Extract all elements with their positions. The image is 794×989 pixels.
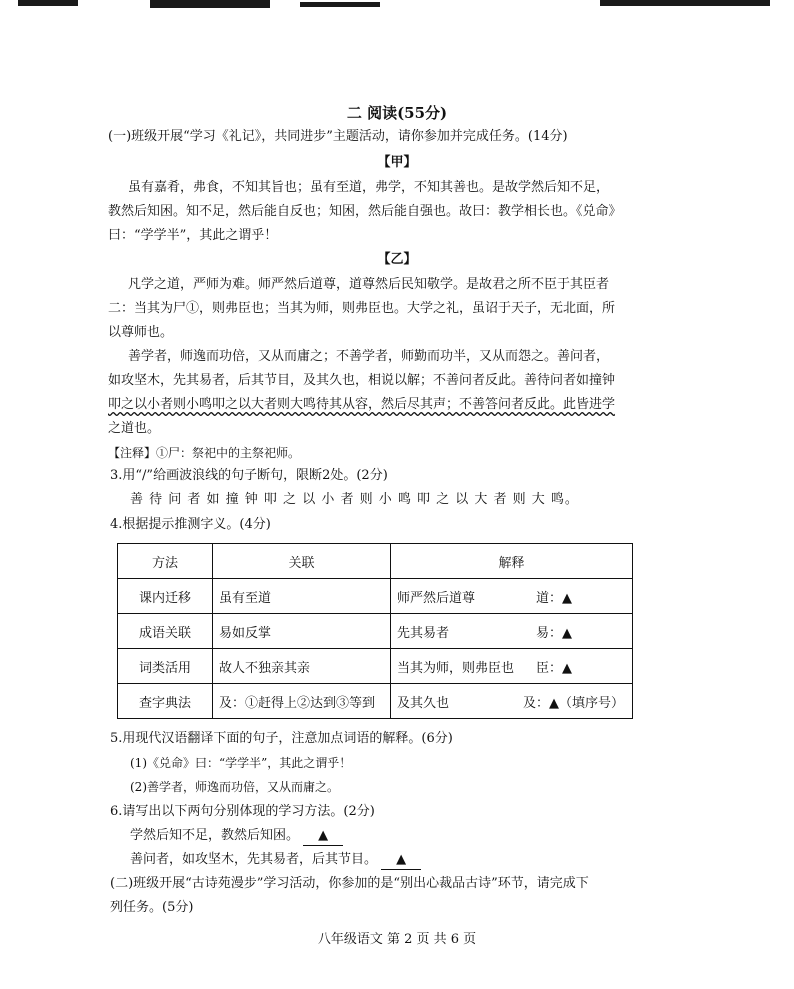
q4-explain-cell [391, 684, 633, 719]
q6-answer-blank-2[interactable]: ▲ [381, 851, 421, 870]
q4-answer-blank[interactable]: 道：▲ [536, 590, 572, 606]
q6-prompt: 6.请写出以下两句分别体现的学习方法。(2分) [110, 804, 375, 819]
jia-line-3: 曰：“学学半”，其此之谓乎！ [108, 228, 278, 243]
table-row [118, 649, 633, 684]
jia-label: 【甲】 [377, 155, 417, 170]
q5-prompt: 5.用现代汉语翻译下面的句子，注意加点词语的解释。(6分) [110, 731, 453, 746]
q4-header-row [118, 544, 633, 579]
yi-line-6-wavy: 叩之以小者则小鸣叩之以大者则大鸣待其从容，然后尽其声；不善答问者反此。此皆进学 [108, 397, 616, 412]
q4-method-cell: 成语关联 [118, 614, 213, 649]
q6-answer-blank-1[interactable]: ▲ [303, 827, 343, 846]
q4-explain-text: 当其为师，则弗臣也 [397, 660, 515, 676]
table-row [118, 579, 633, 614]
q4-link-cell: 虽有至道 [213, 579, 391, 614]
q4-answer-blank[interactable]: 易：▲ [536, 625, 572, 641]
yi-line-2: 二：当其为尸①，则弗臣也；当其为师，则弗臣也。大学之礼，虽诏于天子，无北面，所 [108, 301, 616, 316]
q4-explain-cell [391, 649, 633, 684]
annotation-note: 【注释】①尸：祭祀中的主祭祀师。 [108, 446, 301, 460]
part2-intro-line-1: (二)班级开展“古诗苑漫步”学习活动，你参加的是“别出心裁品古诗”环节，请完成下 [110, 876, 589, 891]
q5-item-1: (1)《兑命》曰：“学学半”，其此之谓乎！ [130, 756, 352, 770]
q3-sentence: 善 待 问 者 如 撞 钟 叩 之 以 小 者 则 小 鸣 叩 之 以 大 者 则 大 鸣。 [130, 492, 579, 507]
q4-method-cell: 词类活用 [118, 649, 213, 684]
q4-link-cell: 易如反掌 [213, 614, 391, 649]
yi-label: 【乙】 [377, 252, 417, 267]
q5-item-2: (2)善学者，师逸而功倍，又从而庸之。 [130, 780, 339, 794]
jia-line-1: 虽有嘉肴，弗食，不知其旨也；虽有至道，弗学，不知其善也。是故学然后知不足， [128, 180, 610, 195]
table-row [118, 684, 633, 719]
q3-prompt: 3.用“/”给画波浪线的句子断句，限断2处。(2分) [110, 468, 388, 483]
q6-item-2 [130, 851, 421, 870]
page-footer: 八年级语文 第 2 页 共 6 页 [317, 932, 477, 947]
q6-item-1 [130, 827, 343, 846]
q4-header-method: 方法 [118, 544, 213, 579]
q4-explain-text: 师严然后道尊 [397, 590, 476, 606]
q6-item-1-text: 学然后知不足，教然后知困。 [130, 828, 300, 843]
part1-intro: (一)班级开展“学习《礼记》，共同进步”主题活动，请你参加并完成任务。(14分) [108, 129, 568, 144]
table-row [118, 614, 633, 649]
q4-answer-blank[interactable]: 及：▲（填序号） [523, 695, 624, 711]
yi-line-1: 凡学之道，严师为难。师严然后道尊，道尊然后民知敬学。是故君之所不臣于其臣者 [128, 277, 610, 292]
yi-line-3: 以尊师也。 [108, 325, 174, 340]
q4-header-explain: 解释 [391, 544, 633, 579]
q4-answer-blank[interactable]: 臣：▲ [536, 660, 572, 676]
q4-explain-text: 及其久也 [397, 695, 450, 711]
q4-prompt: 4.根据提示推测字义。(4分) [110, 517, 271, 532]
q4-link-cell: 故人不独亲其亲 [213, 649, 391, 684]
q4-method-cell: 查字典法 [118, 684, 213, 719]
q4-method-cell: 课内迁移 [118, 579, 213, 614]
q4-explain-cell [391, 614, 633, 649]
q4-explain-cell [391, 579, 633, 614]
section-title: 二 阅读(55分) [346, 104, 448, 122]
q4-link-cell: 及：①赶得上②达到③等到 [213, 684, 391, 719]
q4-explain-text: 先其易者 [397, 625, 450, 641]
yi-line-4: 善学者，师逸而功倍，又从而庸之；不善学者，师勤而功半，又从而怨之。善问者， [128, 349, 610, 364]
q4-header-link: 关联 [213, 544, 391, 579]
q4-table [117, 543, 633, 719]
q6-item-2-text: 善问者，如攻坚木，先其易者，后其节目。 [130, 852, 378, 867]
part2-intro-line-2: 列任务。(5分) [110, 900, 194, 915]
yi-line-7: 之道也。 [108, 421, 161, 436]
scan-artifact-top [0, 0, 794, 16]
yi-line-5: 如攻坚木，先其易者，后其节目，及其久也，相说以解；不善问者反此。善待问者如撞钟 [108, 373, 616, 388]
jia-line-2: 教然后知困。知不足，然后能自反也；知困，然后能自强也。故曰：教学相长也。《兑命》 [108, 204, 622, 219]
